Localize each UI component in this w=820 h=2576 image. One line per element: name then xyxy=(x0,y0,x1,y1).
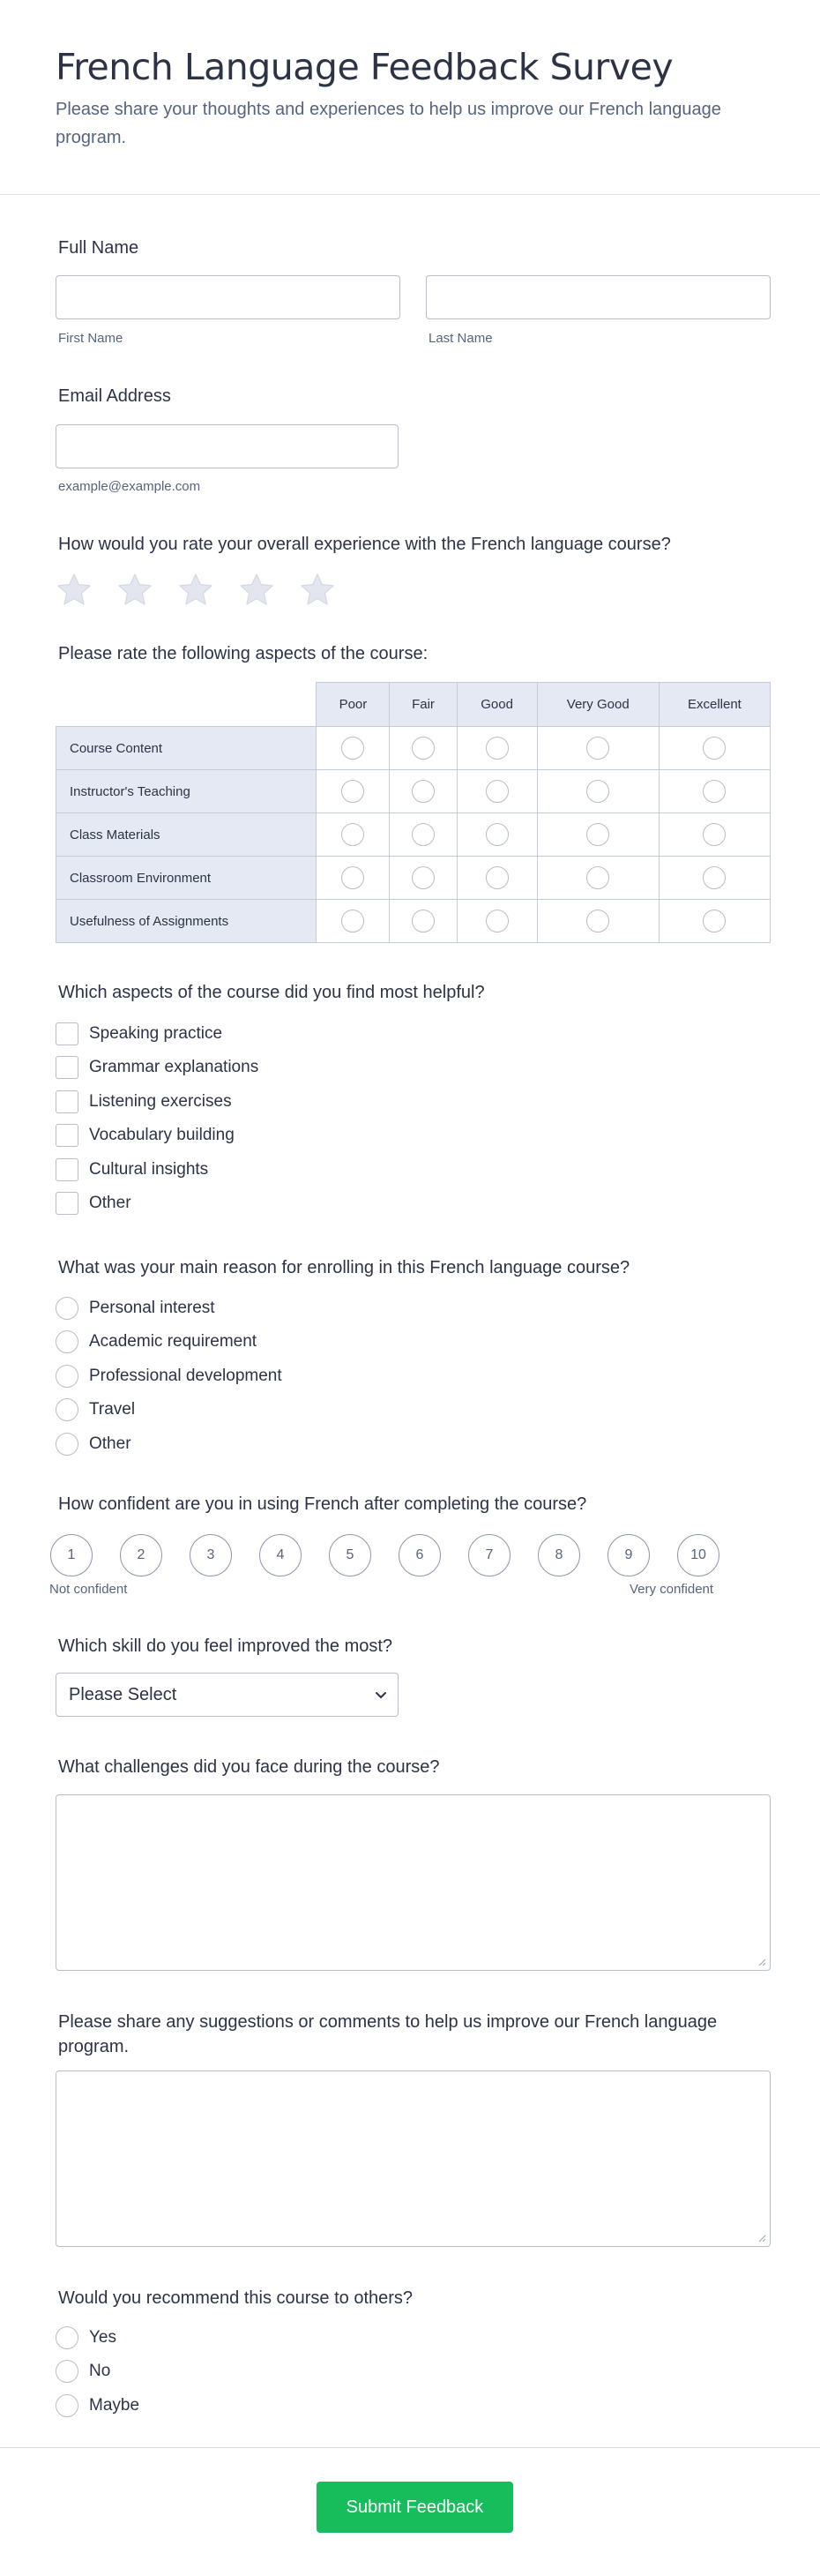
matrix-cell xyxy=(457,857,537,900)
form-header xyxy=(0,0,820,195)
matrix-cell xyxy=(317,727,390,770)
matrix-radio[interactable] xyxy=(341,823,364,846)
scale-max-label: Very confident xyxy=(630,1582,714,1597)
form-subtitle: Please share your thoughts and experiences to help us improve our French language program. xyxy=(56,100,721,147)
checkbox-option[interactable] xyxy=(56,1090,232,1113)
matrix-radio[interactable] xyxy=(412,780,435,803)
checkbox-option[interactable] xyxy=(56,1158,208,1181)
reason-option-label: Other xyxy=(89,1434,131,1453)
matrix-radio[interactable] xyxy=(412,823,435,846)
matrix-row xyxy=(56,900,771,943)
matrix-row xyxy=(56,727,771,770)
matrix-cell xyxy=(457,900,537,943)
matrix-cell xyxy=(457,770,537,813)
scale-option[interactable]: 3 xyxy=(190,1534,232,1576)
matrix-radio[interactable] xyxy=(703,823,726,846)
reason-option-label: Academic requirement xyxy=(89,1332,257,1352)
recommend-option[interactable] xyxy=(56,2360,110,2383)
matrix-cell xyxy=(317,813,390,857)
matrix-cell xyxy=(390,900,457,943)
matrix-radio[interactable] xyxy=(412,866,435,889)
submit-button[interactable]: Submit Feedback xyxy=(317,2482,513,2533)
rating-label: How would you rate your overall experience with the French language course? xyxy=(58,535,671,554)
skill-select-value: Please Select xyxy=(69,1685,177,1704)
scale-option[interactable]: 1 xyxy=(50,1534,93,1576)
checkbox[interactable] xyxy=(56,1192,78,1215)
star-icon[interactable] xyxy=(56,572,93,609)
checkbox-label: Vocabulary building xyxy=(89,1126,235,1145)
matrix-cell xyxy=(537,813,659,857)
checkbox-option[interactable] xyxy=(56,1056,258,1079)
matrix-radio[interactable] xyxy=(341,866,364,889)
last-name-input[interactable] xyxy=(426,275,771,319)
matrix-radio[interactable] xyxy=(412,737,435,760)
checkbox-label: Grammar explanations xyxy=(89,1058,259,1077)
star-icon[interactable] xyxy=(299,572,336,609)
checkbox-label: Other xyxy=(89,1194,131,1212)
scale-option[interactable]: 9 xyxy=(608,1534,650,1576)
matrix-radio[interactable] xyxy=(486,780,509,803)
scale-option[interactable]: 4 xyxy=(259,1534,302,1576)
checkbox-option[interactable] xyxy=(56,1192,131,1215)
checkbox[interactable] xyxy=(56,1090,78,1113)
reason-label: What was your main reason for enrolling in this French language course? xyxy=(58,1258,630,1277)
recommend-option[interactable] xyxy=(56,2326,116,2349)
radio-button[interactable] xyxy=(56,1433,78,1456)
radio-button[interactable] xyxy=(56,1365,78,1388)
recommend-label: Would you recommend this course to others? xyxy=(58,2288,414,2308)
first-name-sublabel: First Name xyxy=(58,331,123,346)
skill-select[interactable] xyxy=(56,1673,399,1717)
reason-option-label: Professional development xyxy=(89,1366,282,1385)
matrix-cell xyxy=(659,857,770,900)
scale-option[interactable]: 10 xyxy=(677,1534,719,1576)
reason-option-label: Travel xyxy=(89,1400,136,1419)
recommend-option[interactable] xyxy=(56,2394,139,2417)
matrix-cell xyxy=(537,857,659,900)
matrix-row-label: Usefulness of Assignments xyxy=(56,900,317,943)
radio-button[interactable] xyxy=(56,2326,78,2349)
matrix-row xyxy=(56,857,771,900)
matrix-cell xyxy=(659,813,770,857)
matrix-radio[interactable] xyxy=(703,866,726,889)
matrix-column-header: Fair xyxy=(390,683,457,727)
matrix-corner xyxy=(56,683,317,727)
matrix-cell xyxy=(537,770,659,813)
matrix-radio[interactable] xyxy=(486,737,509,760)
matrix-radio[interactable] xyxy=(341,780,364,803)
star-icon[interactable] xyxy=(177,572,214,609)
radio-button[interactable] xyxy=(56,2360,78,2383)
email-input[interactable] xyxy=(56,424,399,468)
radio-button[interactable] xyxy=(56,1398,78,1421)
reason-option[interactable] xyxy=(56,1398,135,1421)
scale-option[interactable]: 6 xyxy=(399,1534,441,1576)
matrix-radio[interactable] xyxy=(486,823,509,846)
scale-option[interactable]: 7 xyxy=(468,1534,511,1576)
suggestions-textarea[interactable] xyxy=(56,2071,771,2247)
resize-grip-icon[interactable] xyxy=(757,1958,766,1966)
matrix-radio[interactable] xyxy=(486,910,509,932)
matrix-cell xyxy=(659,900,770,943)
form-footer xyxy=(0,2447,820,2576)
matrix-row-label: Classroom Environment xyxy=(56,857,317,900)
matrix-cell xyxy=(390,857,457,900)
matrix-radio[interactable] xyxy=(586,823,609,846)
challenges-textarea[interactable] xyxy=(56,1794,771,1971)
matrix-radio[interactable] xyxy=(412,910,435,932)
matrix-row-label: Class Materials xyxy=(56,813,317,857)
matrix-column-header: Good xyxy=(457,683,537,727)
radio-button[interactable] xyxy=(56,2394,78,2417)
checkbox[interactable] xyxy=(56,1158,78,1181)
suggestions-label: Please share any suggestions or comments to help us improve our French language program. xyxy=(58,2012,718,2056)
chevron-down-icon xyxy=(373,1687,389,1703)
recommend-option-label: Yes xyxy=(89,2328,116,2347)
matrix-cell xyxy=(317,857,390,900)
checkbox-option[interactable] xyxy=(56,1022,222,1045)
radio-button[interactable] xyxy=(56,1297,78,1320)
matrix-cell xyxy=(457,813,537,857)
star-icon[interactable] xyxy=(238,572,275,609)
recommend-option-label: Maybe xyxy=(89,2395,140,2415)
matrix-radio[interactable] xyxy=(586,910,609,932)
matrix-cell xyxy=(457,727,537,770)
matrix-radio[interactable] xyxy=(586,866,609,889)
full-name-label: Full Name xyxy=(58,238,139,258)
matrix-radio[interactable] xyxy=(703,910,726,932)
reason-option[interactable] xyxy=(56,1365,282,1388)
resize-grip-icon[interactable] xyxy=(757,2234,766,2243)
matrix-cell xyxy=(537,900,659,943)
matrix-column-header: Very Good xyxy=(537,683,659,727)
scale-option[interactable]: 5 xyxy=(329,1534,371,1576)
matrix-row-label: Instructor's Teaching xyxy=(56,770,317,813)
matrix-cell xyxy=(390,727,457,770)
scale-option[interactable]: 8 xyxy=(538,1534,580,1576)
matrix-radio[interactable] xyxy=(586,737,609,760)
checkbox-label: Speaking practice xyxy=(89,1024,223,1043)
checkbox-option[interactable] xyxy=(56,1124,235,1147)
matrix-radio[interactable] xyxy=(703,737,726,760)
checkbox[interactable] xyxy=(56,1056,78,1079)
matrix-cell xyxy=(317,900,390,943)
matrix-cell xyxy=(317,770,390,813)
matrix-column-header: Poor xyxy=(317,683,390,727)
recommend-option-label: No xyxy=(89,2362,111,2381)
skill-label: Which skill do you feel improved the most? xyxy=(58,1636,393,1656)
radio-button[interactable] xyxy=(56,1330,78,1353)
rating-matrix xyxy=(56,682,771,943)
checkbox[interactable] xyxy=(56,1124,78,1147)
matrix-row xyxy=(56,770,771,813)
helpful-label: Which aspects of the course did you find most helpful? xyxy=(58,983,485,1002)
challenges-label: What challenges did you face during the course? xyxy=(58,1757,440,1777)
form-title: French Language Feedback Survey xyxy=(56,46,674,88)
matrix-radio[interactable] xyxy=(486,866,509,889)
email-sublabel: example@example.com xyxy=(58,479,201,494)
matrix-cell xyxy=(390,813,457,857)
first-name-input[interactable] xyxy=(56,275,400,319)
matrix-label: Please rate the following aspects of the course: xyxy=(58,644,429,663)
scale-option[interactable]: 2 xyxy=(120,1534,162,1576)
reason-option-label: Personal interest xyxy=(89,1299,215,1317)
matrix-row xyxy=(56,813,771,857)
reason-option[interactable] xyxy=(56,1330,257,1353)
matrix-radio[interactable] xyxy=(703,780,726,803)
matrix-cell xyxy=(659,770,770,813)
matrix-cell xyxy=(537,727,659,770)
matrix-radio[interactable] xyxy=(341,737,364,760)
checkbox-label: Cultural insights xyxy=(89,1159,209,1179)
matrix-radio[interactable] xyxy=(586,780,609,803)
matrix-cell xyxy=(390,770,457,813)
star-icon[interactable] xyxy=(116,572,153,609)
confidence-label: How confident are you in using French after completing the course? xyxy=(58,1494,587,1514)
checkbox[interactable] xyxy=(56,1022,78,1045)
matrix-radio[interactable] xyxy=(341,910,364,932)
checkbox-label: Listening exercises xyxy=(89,1091,232,1111)
matrix-cell xyxy=(659,727,770,770)
matrix-column-header: Excellent xyxy=(659,683,770,727)
last-name-sublabel: Last Name xyxy=(429,331,493,346)
reason-option[interactable] xyxy=(56,1297,215,1320)
reason-option[interactable] xyxy=(56,1433,131,1456)
matrix-row-label: Course Content xyxy=(56,727,317,770)
email-label: Email Address xyxy=(58,386,171,406)
scale-min-label: Not confident xyxy=(49,1582,128,1597)
